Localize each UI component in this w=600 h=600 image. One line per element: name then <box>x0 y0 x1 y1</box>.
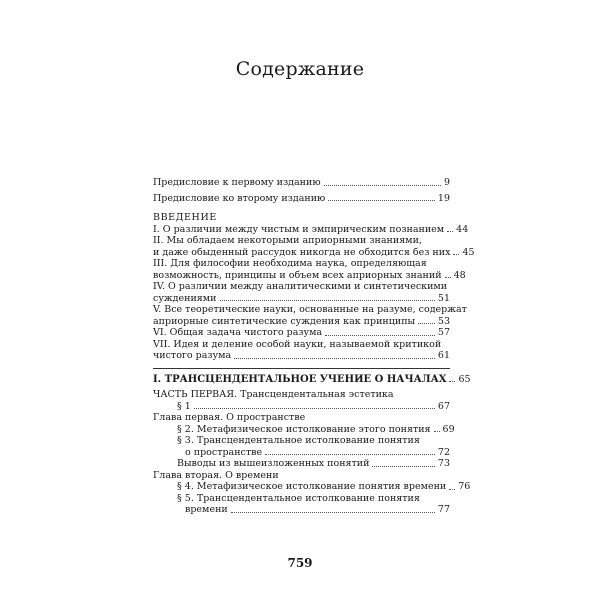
part-one-title-row <box>153 373 471 386</box>
toc-entry-text: времени <box>185 504 228 515</box>
toc-entry-text: § 5. Трансцендентальное истолкование понятия <box>177 492 420 504</box>
toc-entry-text: IV. О различии между аналитическими и синтетическими <box>153 281 448 292</box>
toc-entry-text: и даже обыденный рассудок никогда не обходится без них <box>153 246 451 258</box>
toc-entry-text: Предисловие к первому изданию <box>153 177 321 188</box>
toc-entry-text: о пространстве <box>185 446 263 458</box>
toc-entry <box>153 327 450 339</box>
chapter-one-list <box>153 423 455 470</box>
toc-entry-page: 57 <box>437 327 450 338</box>
toc-entry-page: 53 <box>437 315 450 327</box>
leader-dots <box>231 512 435 513</box>
leader-dots <box>447 231 453 232</box>
leader-dots <box>434 431 440 432</box>
toc-entry-text: чистого разума <box>153 350 232 361</box>
toc-entry-text: § 4. Метафизическое истолкование понятия времени <box>177 481 447 492</box>
leader-dots <box>445 277 451 278</box>
toc-entry-text: Предисловие ко второму изданию <box>153 192 326 204</box>
leader-dots <box>449 381 455 382</box>
section-item-text: § 1 <box>177 400 191 412</box>
toc-entry-text: Выводы из вышеизложенных понятий <box>177 458 370 469</box>
leader-dots <box>265 454 435 455</box>
chapter-two-title: Глава вторая. О времени <box>153 469 279 481</box>
leader-dots <box>194 408 435 409</box>
toc-entry <box>153 458 450 470</box>
toc-entry-page: 72 <box>437 446 450 458</box>
section-title: ЧАСТЬ ПЕРВАЯ. Трансцендентальная эстетика <box>153 389 394 400</box>
toc-entry <box>153 423 455 436</box>
section-item-row <box>153 401 450 413</box>
toc-entry-text: VI. Общая задача чистого разума <box>153 327 323 338</box>
toc-entry-text: возможность, принципы и объем всех априорных знаний <box>153 269 442 281</box>
toc-entry-page: 19 <box>437 192 450 204</box>
intro-heading: ВВЕДЕНИЕ <box>153 212 217 223</box>
toc-entry-text: III. Для философии необходима наука, определяющая <box>153 258 427 269</box>
toc-entry <box>153 481 471 493</box>
leader-dots <box>453 254 459 255</box>
leader-dots <box>372 466 434 467</box>
toc-entry <box>153 435 450 458</box>
toc-entry-text: § 2. Метафизическое истолкование этого понятия <box>177 423 431 435</box>
table-of-contents <box>153 177 475 516</box>
section-divider <box>153 368 450 369</box>
toc-entry-page: 48 <box>453 269 466 281</box>
leader-dots <box>220 300 435 301</box>
toc-entry <box>153 177 450 189</box>
toc-entry <box>153 493 450 516</box>
toc-entry <box>153 258 466 281</box>
leader-dots <box>418 323 435 324</box>
toc-entry-page: 69 <box>442 423 455 435</box>
part-one-page: 65 <box>458 373 471 385</box>
leader-dots <box>324 185 441 186</box>
toc-entry-page: 44 <box>456 223 469 235</box>
toc-entry-text: I. О различии между чистым и эмпирическим познанием <box>153 223 445 235</box>
toc-entry-page: 45 <box>462 246 475 258</box>
leader-dots <box>234 358 435 359</box>
toc-entry-page: 51 <box>437 292 450 304</box>
toc-entry-text: суждениями <box>153 292 217 304</box>
toc-entry <box>153 281 450 304</box>
leader-dots <box>325 335 435 336</box>
intro-list <box>153 223 475 362</box>
toc-entry-page: 61 <box>437 350 450 361</box>
leader-dots <box>449 489 455 490</box>
toc-entry-page: 77 <box>437 504 450 515</box>
toc-entry <box>153 235 475 258</box>
toc-entry <box>153 193 450 205</box>
page-number: 759 <box>287 556 313 570</box>
toc-entry-text: V. Все теоретические науки, основанные на разуме, содержат <box>153 304 467 315</box>
preface-list <box>153 177 450 204</box>
toc-entry-text: априорные синтетические суждения как принципы <box>153 315 416 327</box>
toc-entry <box>153 223 469 236</box>
toc-entry-page: 73 <box>437 458 450 469</box>
toc-entry-text: II. Мы обладаем некоторыми априорными знаниями, <box>153 235 422 246</box>
part-one-title: I. ТРАНСЦЕНДЕНТАЛЬНОЕ УЧЕНИЕ О НАЧАЛАХ <box>153 373 447 385</box>
toc-entry <box>153 304 467 327</box>
section-item-page: 67 <box>437 400 450 412</box>
leader-dots <box>328 200 435 201</box>
toc-entry-page: 76 <box>458 481 471 492</box>
page-title: Содержание <box>235 58 365 80</box>
toc-entry <box>153 339 450 362</box>
chapter-one-title: Глава первая. О пространстве <box>153 412 306 423</box>
toc-entry-page: 9 <box>443 177 450 188</box>
toc-entry-text: § 3. Трансцендентальное истолкование понятия <box>177 435 420 446</box>
chapter-two-list <box>153 481 471 516</box>
toc-entry-text: VII. Идея и деление особой науки, называемой критикой <box>153 338 442 350</box>
